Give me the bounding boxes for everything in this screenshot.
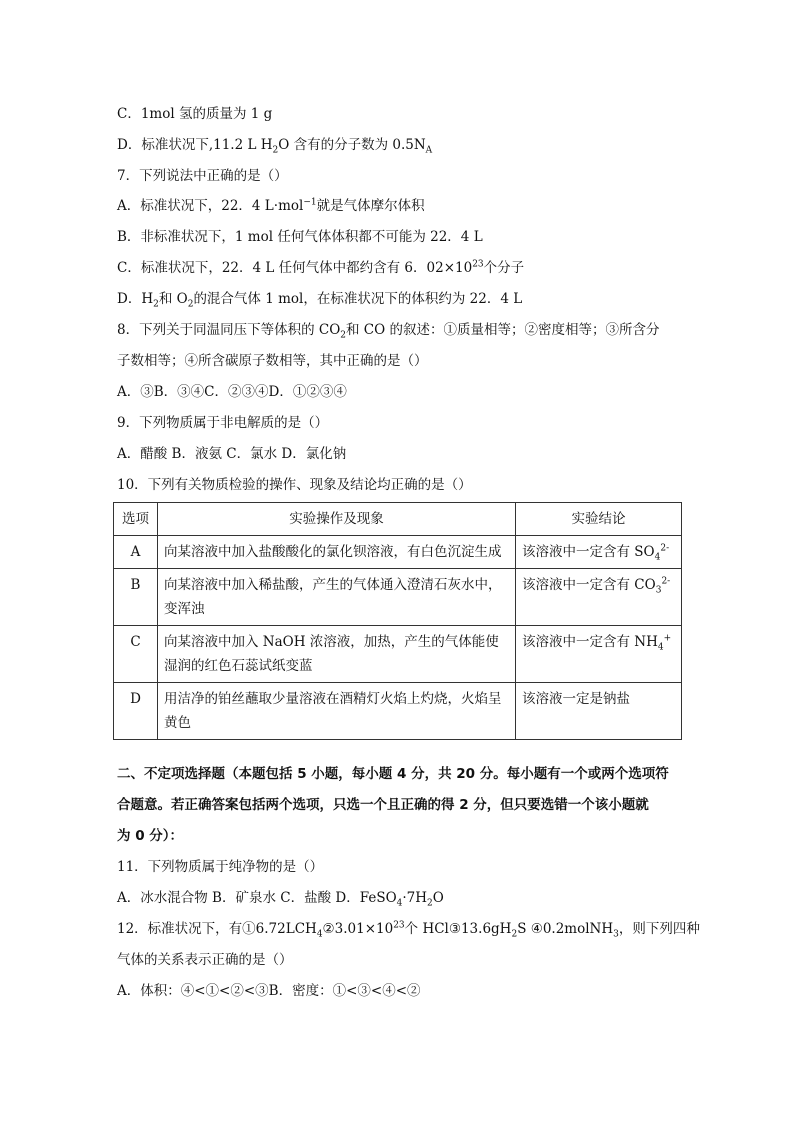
row-conclusion: 该溶液中一定含有 $CO_3^{2-}$ xyxy=(516,569,682,626)
header-conclusion: 实验结论 xyxy=(516,503,682,536)
table-row xyxy=(114,683,682,740)
question-7-option-b: B．非标准状况下，1 mol 任何气体体积都不可能为 22．4 L xyxy=(117,229,483,245)
question-7-option-a: A．标准状况下，22．4 L·mol$^{-1}$就是气体摩尔体积 xyxy=(117,197,425,214)
question-7-option-c: C．标准状况下，22．4 L 任何气体中都约含有 6．$02\times 10^{23}$个分子 xyxy=(117,259,525,276)
question-6-option-d: D．标准状况下,11.2 L $H_2O$ 含有的分子数为 $0.5N_A$ xyxy=(117,137,433,156)
question-9-options: A．醋酸 B．液氨 C．氯水 D．氯化钠 xyxy=(117,446,347,462)
question-6-option-c: C．1mol 氢的质量为 1 g xyxy=(117,106,273,122)
row-conclusion: 该溶液一定是钠盐 xyxy=(516,683,682,740)
question-11-stem: 11．下列物质属于纯净物的是（） xyxy=(117,859,324,875)
header-operation: 实验操作及现象 xyxy=(158,503,516,536)
row-option: A xyxy=(114,536,158,569)
header-option: 选项 xyxy=(114,503,158,536)
table-header-row xyxy=(114,503,682,536)
row-option: D xyxy=(114,683,158,740)
experiment-table xyxy=(113,502,682,740)
question-8-stem-line1: 8．下列关于同温同压下等体积的 $CO_2$和 CO 的叙述：①质量相等；②密度相等；③所含分 xyxy=(117,322,660,341)
table-row xyxy=(114,536,682,569)
question-12-options: A．体积：④<①<②<③B．密度：①<③<④<② xyxy=(117,983,421,999)
row-operation: 向某溶液中加入 NaOH 浓溶液，加热，产生的气体能使湿润的红色石蕊试纸变蓝 xyxy=(158,626,516,683)
table-row xyxy=(114,626,682,683)
question-12-stem-line1: 12．标准状况下，有$①6.72LCH_4②3.01\times 10^{23}$个 $HCl③13.6gH_2S$ ④0.2molNH$_3$，则下列四种 xyxy=(117,920,700,940)
row-conclusion: 该溶液中一定含有 $NH_4^+$ xyxy=(516,626,682,683)
question-8-options: A．③B．③④C．②③④D．①②③④ xyxy=(117,384,347,400)
row-conclusion: 该溶液中一定含有 $SO_4^{2-}$ xyxy=(516,536,682,569)
section-2-heading-line2: 合题意。若正确答案包括两个选项，只选一个且正确的得 2 分，但只要选错一个该小题就 xyxy=(117,797,649,813)
row-option: B xyxy=(114,569,158,626)
section-2-heading-line1: 二、不定项选择题（本题包括 5 小题，每小题 4 分，共 20 分。每小题有一个或两个选项符 xyxy=(117,766,669,782)
table-row xyxy=(114,569,682,626)
question-7-option-d: D．$H_2$和 $O_2$的混合气体 1 mol，在标准状况下的体积约为 22．4 L xyxy=(117,291,523,310)
row-operation: 向某溶液中加入稀盐酸，产生的气体通入澄清石灰水中，变浑浊 xyxy=(158,569,516,626)
row-operation: 向某溶液中加入盐酸酸化的氯化钡溶液，有白色沉淀生成 xyxy=(158,536,516,569)
question-7-stem: 7．下列说法中正确的是（） xyxy=(117,168,288,184)
question-9-stem: 9．下列物质属于非电解质的是（） xyxy=(117,415,329,431)
section-2-heading-line3: 为 0 分）： xyxy=(117,828,184,844)
question-10-stem: 10．下列有关物质检验的操作、现象及结论均正确的是（） xyxy=(117,477,472,493)
row-option: C xyxy=(114,626,158,683)
row-operation: 用洁净的铂丝蘸取少量溶液在酒精灯火焰上灼烧，火焰呈黄色 xyxy=(158,683,516,740)
question-12-stem-line2: 气体的关系表示正确的是（） xyxy=(117,952,293,968)
question-8-stem-line2: 子数相等；④所含碳原子数相等，其中正确的是（） xyxy=(117,353,428,369)
question-11-options: A．冰水混合物 B．矿泉水 C．盐酸 D．$FeSO_4\cdot 7H_2O$ xyxy=(117,890,444,909)
